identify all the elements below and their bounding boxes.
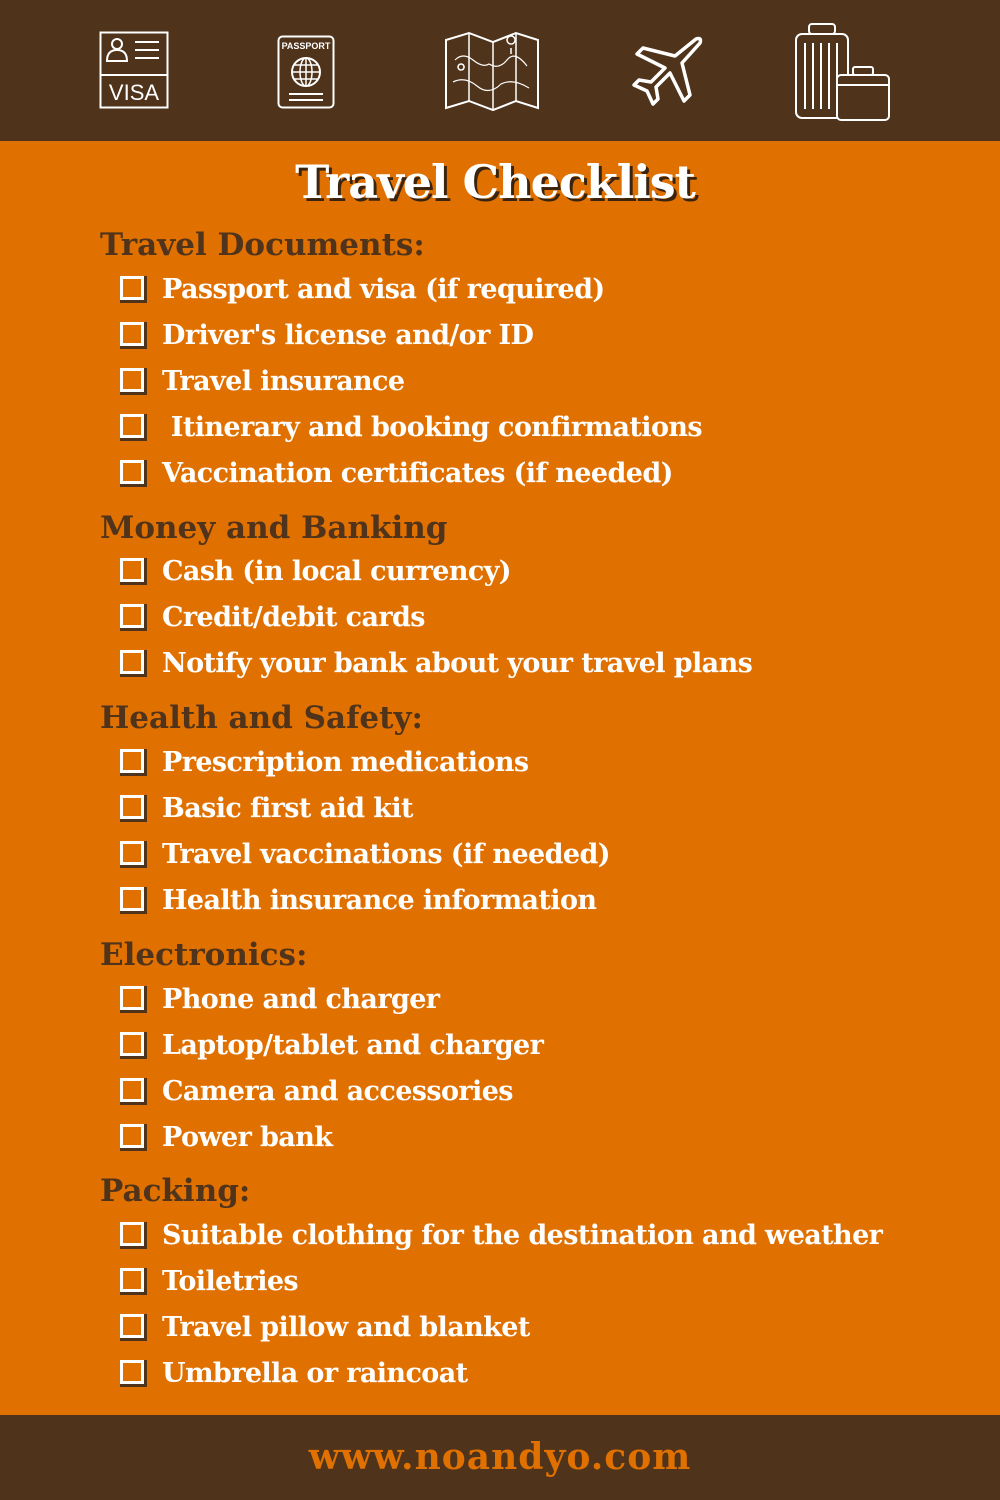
section-heading: Packing: — [100, 1173, 251, 1209]
section-heading: Electronics: — [100, 937, 308, 973]
checkbox-icon[interactable] — [120, 1222, 147, 1249]
item-label: Basic first aid kit — [162, 793, 413, 824]
checkbox-icon[interactable] — [120, 795, 147, 822]
checklist-item[interactable] — [120, 980, 980, 1020]
footer-bar — [0, 1415, 1000, 1500]
checkbox-icon[interactable] — [120, 1314, 147, 1341]
checkbox-icon[interactable] — [120, 460, 147, 487]
checklist-item[interactable] — [120, 1354, 980, 1394]
item-label: Notify your bank about your travel plans — [162, 648, 753, 679]
item-label: Power bank — [162, 1122, 333, 1153]
checkbox-icon[interactable] — [120, 1032, 147, 1059]
item-label: Health insurance information — [162, 885, 597, 916]
checkbox-icon[interactable] — [120, 1268, 147, 1295]
checklist-item[interactable] — [120, 1308, 980, 1348]
page-title: Travel Checklist — [295, 155, 695, 209]
item-label: Passport and visa (if required) — [162, 274, 605, 305]
checklist-item[interactable] — [120, 408, 980, 448]
item-label: Umbrella or raincoat — [162, 1358, 468, 1389]
checklist-item[interactable] — [120, 552, 980, 592]
checkbox-icon[interactable] — [120, 414, 147, 441]
checkbox-icon[interactable] — [120, 887, 147, 914]
item-label: Itinerary and booking confirmations — [162, 412, 702, 443]
checklist-item[interactable] — [120, 454, 980, 494]
checklist-item[interactable] — [120, 1216, 980, 1256]
section-heading: Money and Banking — [100, 510, 448, 546]
item-label: Toiletries — [162, 1266, 299, 1297]
checklist-item[interactable] — [120, 362, 980, 402]
checklist-item[interactable] — [120, 644, 980, 684]
checkbox-icon[interactable] — [120, 1124, 147, 1151]
checklist-item[interactable] — [120, 1026, 980, 1066]
checkbox-icon[interactable] — [120, 650, 147, 677]
website-link[interactable]: www.noandyo.com — [308, 1436, 692, 1478]
checkbox-icon[interactable] — [120, 558, 147, 585]
checklist-item[interactable] — [120, 743, 980, 783]
item-label: Cash (in local currency) — [162, 556, 511, 587]
item-label: Prescription medications — [162, 747, 529, 778]
checkbox-icon[interactable] — [120, 322, 147, 349]
visa-icon-text: VISA — [108, 80, 160, 105]
checklist-item[interactable] — [120, 835, 980, 875]
checklist-item[interactable] — [120, 1262, 980, 1302]
item-label: Laptop/tablet and charger — [162, 1030, 544, 1061]
checkbox-icon[interactable] — [120, 368, 147, 395]
visa-icon — [99, 31, 169, 109]
checkbox-icon[interactable] — [120, 1360, 147, 1387]
passport-icon-text: PASSPORT — [281, 41, 331, 51]
map-icon — [443, 30, 541, 112]
checkbox-icon[interactable] — [120, 986, 147, 1013]
item-label: Camera and accessories — [162, 1076, 513, 1107]
checklist-item[interactable] — [120, 881, 980, 921]
item-label: Travel vaccinations (if needed) — [162, 839, 610, 870]
checkbox-icon[interactable] — [120, 749, 147, 776]
checkbox-icon[interactable] — [120, 604, 147, 631]
airplane-icon — [626, 33, 706, 113]
checkbox-icon[interactable] — [120, 276, 147, 303]
checklist-item[interactable] — [120, 1118, 980, 1158]
item-label: Driver's license and/or ID — [162, 320, 534, 351]
checkbox-icon[interactable] — [120, 841, 147, 868]
checkbox-icon[interactable] — [120, 1078, 147, 1105]
item-label: Credit/debit cards — [162, 602, 425, 633]
checklist-item[interactable] — [120, 1072, 980, 1112]
header-bar — [0, 0, 1000, 141]
passport-icon — [277, 35, 335, 109]
item-label: Suitable clothing for the destination and weather — [162, 1220, 883, 1251]
item-label: Phone and charger — [162, 984, 440, 1015]
luggage-icon — [791, 21, 893, 123]
checklist-item[interactable] — [120, 789, 980, 829]
checklist-item[interactable] — [120, 270, 980, 310]
checklist-item[interactable] — [120, 316, 980, 356]
section-heading: Health and Safety: — [100, 700, 423, 736]
checklist-item[interactable] — [120, 598, 980, 638]
item-label: Travel pillow and blanket — [162, 1312, 530, 1343]
item-label: Travel insurance — [162, 366, 405, 397]
item-label: Vaccination certificates (if needed) — [162, 458, 673, 489]
section-heading: Travel Documents: — [100, 227, 425, 263]
